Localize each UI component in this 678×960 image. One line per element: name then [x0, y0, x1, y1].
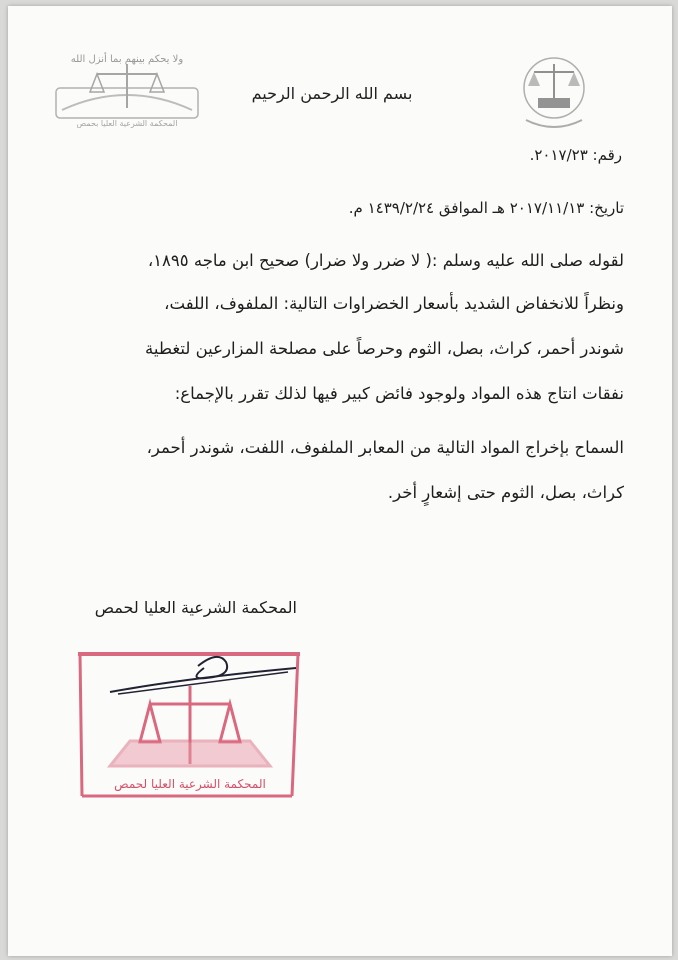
decision-line: السماح بإخراج المواد التالية من المعابر الملفوف، اللفت، شوندر أحمر، [146, 438, 624, 457]
logo-left-title: ولا يحكم بينهم بما أنزل الله [70, 54, 184, 65]
reference-value: ٢٠١٧/٢٣. [529, 146, 588, 164]
logo-left-caption: المحكمة الشرعية العليا بحمص [76, 119, 178, 128]
body-line: شوندر أحمر، كراث، بصل، الثوم وحرصاً على مصلحة المزارعين لتغطية [145, 339, 624, 358]
issuing-authority: المحكمة الشرعية العليا لحمص [94, 598, 297, 617]
body-line: لقوله صلى الله عليه وسلم :( لا ضرر ولا ضرار) صحيح ابن ماجه ١٨٩٥، [147, 251, 624, 270]
court-logo-left [52, 50, 202, 130]
signature [108, 648, 298, 698]
decision-line: كراث، بصل، الثوم حتى إشعارٍ أخر. [387, 483, 624, 502]
reference-number [530, 146, 622, 164]
body-line: ونظراً للانخفاض الشديد بأسعار الخضراوات التالية: الملفوف، اللفت، [164, 294, 624, 313]
bismillah-heading: بسم الله الرحمن الرحيم [251, 84, 413, 103]
body-line: نفقات انتاج هذه المواد ولوجود فائض كبير فيها لذلك تقرر بالإجماع: [174, 384, 624, 403]
reference-label: رقم: [592, 146, 622, 164]
court-emblem-right [514, 50, 594, 140]
date-value: ٢٠١٧/١١/١٣ هـ الموافق ١٤٣٩/٢/٢٤ م. [348, 199, 585, 217]
document-page [8, 6, 672, 956]
document-date [349, 199, 624, 217]
date-label: تاريخ: [589, 199, 624, 217]
stamp-text: المحكمة الشرعية العليا لحمص [114, 777, 266, 791]
